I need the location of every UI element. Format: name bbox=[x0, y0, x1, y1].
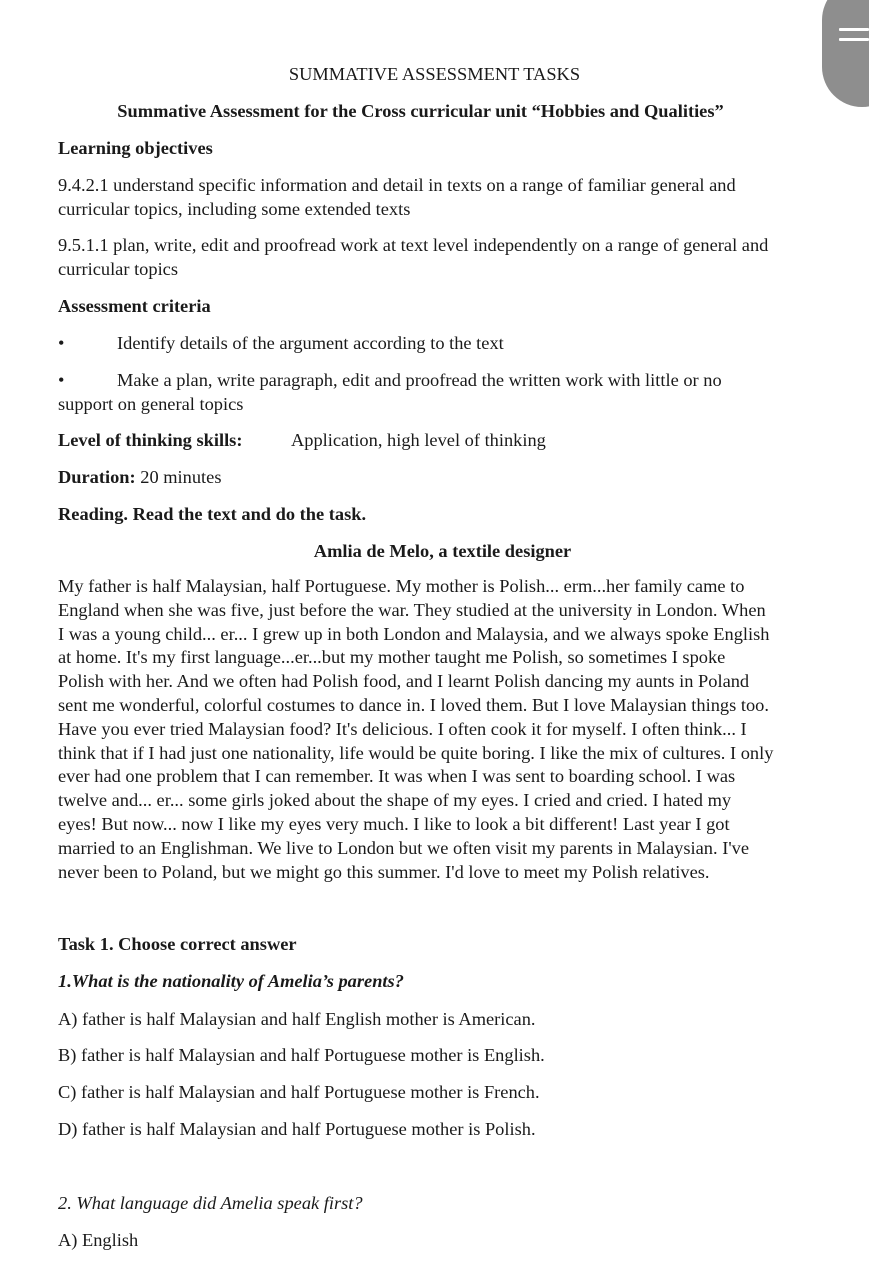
objective-2-line-1: 9.5.1.1 plan, write, edit and proofread work at text level independently on a range of general and bbox=[58, 235, 769, 255]
document-subtitle: Summative Assessment for the Cross curricular unit “Hobbies and Qualities” bbox=[117, 101, 724, 121]
assessment-criteria-heading: Assessment criteria bbox=[58, 296, 211, 316]
passage-line: at home. It's my first language...er...but my mother taught me Polish, so sometimes I spoke bbox=[58, 647, 726, 668]
passage-line: think that if I had just one nationality, life would be quite boring. I like the mix of cultures. I only bbox=[58, 742, 774, 763]
bullet-icon: • bbox=[58, 370, 65, 390]
grip-line-icon bbox=[839, 38, 869, 41]
thinking-skills-value: Application, high level of thinking bbox=[291, 430, 546, 450]
objective-1-line-2: curricular topics, including some extended texts bbox=[58, 199, 411, 219]
passage-line: married to an Englishman. We live to London but we often visit my parents in Malaysian. I've bbox=[58, 837, 749, 858]
criterion-1: Identify details of the argument according to the text bbox=[117, 333, 504, 353]
duration-value: 20 minutes bbox=[140, 467, 222, 487]
learning-objectives-heading: Learning objectives bbox=[58, 138, 213, 158]
q2-option-a[interactable]: A) English bbox=[58, 1230, 139, 1250]
objective-2-line-2: curricular topics bbox=[58, 259, 178, 279]
bullet-icon: • bbox=[58, 333, 65, 353]
reading-passage bbox=[58, 574, 848, 883]
passage-line: ever had one problem that I can remember. It was when I was sent to boarding school. I was bbox=[58, 766, 736, 787]
passage-line: Polish with her. And we often had Polish food, and I learnt Polish dancing my aunts in Poland bbox=[58, 671, 750, 692]
duration-label: Duration: bbox=[58, 467, 136, 487]
passage-line: sent me wonderful, colorful costumes to dance in. I loved them. But I love Malaysian things too. bbox=[58, 694, 769, 715]
passage-line: eyes! But now... now I like my eyes very much. I like to look a bit different! Last year I got bbox=[58, 813, 730, 834]
passage-line: Have you ever tried Malaysian food? It's delicious. I often cook it for myself. I often think... I bbox=[58, 718, 747, 739]
passage-line: England when she was five, just before the war. They studied at the university in London. When bbox=[58, 599, 766, 620]
passage-line: never been to Poland, but we might go this summer. I'd love to meet my Polish relatives. bbox=[58, 861, 710, 882]
criterion-2-line-1: Make a plan, write paragraph, edit and proofread the written work with little or no bbox=[117, 370, 722, 390]
task1-heading: Task 1. Choose correct answer bbox=[58, 934, 297, 954]
question-2: 2. What language did Amelia speak first? bbox=[58, 1193, 363, 1213]
scroll-handle[interactable] bbox=[822, 0, 869, 107]
duration-row bbox=[58, 465, 222, 489]
q1-option-c[interactable]: C) father is half Malaysian and half Portuguese mother is French. bbox=[58, 1082, 540, 1102]
q1-option-a[interactable]: A) father is half Malaysian and half English mother is American. bbox=[58, 1009, 536, 1029]
thinking-skills-label: Level of thinking skills: bbox=[58, 430, 243, 450]
q1-option-d[interactable]: D) father is half Malaysian and half Portuguese mother is Polish. bbox=[58, 1119, 536, 1139]
document-title: SUMMATIVE ASSESSMENT TASKS bbox=[288, 64, 581, 84]
passage-line: twelve and... er... some girls joked about the shape of my eyes. I cried and cried. I hated my bbox=[58, 790, 732, 811]
reading-instruction: Reading. Read the text and do the task. bbox=[58, 504, 367, 524]
q1-option-b[interactable]: B) father is half Malaysian and half Portuguese mother is English. bbox=[58, 1045, 545, 1065]
question-1: 1.What is the nationality of Amelia’s parents? bbox=[58, 971, 404, 991]
passage-line: I was a young child... er... I grew up in both London and Malaysia, and we always spoke English bbox=[58, 623, 770, 644]
reading-text-title: Amlia de Melo, a textile designer bbox=[313, 541, 572, 561]
passage-line: My father is half Malaysian, half Portuguese. My mother is Polish... erm...her family came to bbox=[58, 576, 745, 596]
criterion-2-line-2: support on general topics bbox=[58, 394, 244, 414]
grip-line-icon bbox=[839, 28, 869, 31]
objective-1-line-1: 9.4.2.1 understand specific information and detail in texts on a range of familiar general and bbox=[58, 175, 736, 195]
